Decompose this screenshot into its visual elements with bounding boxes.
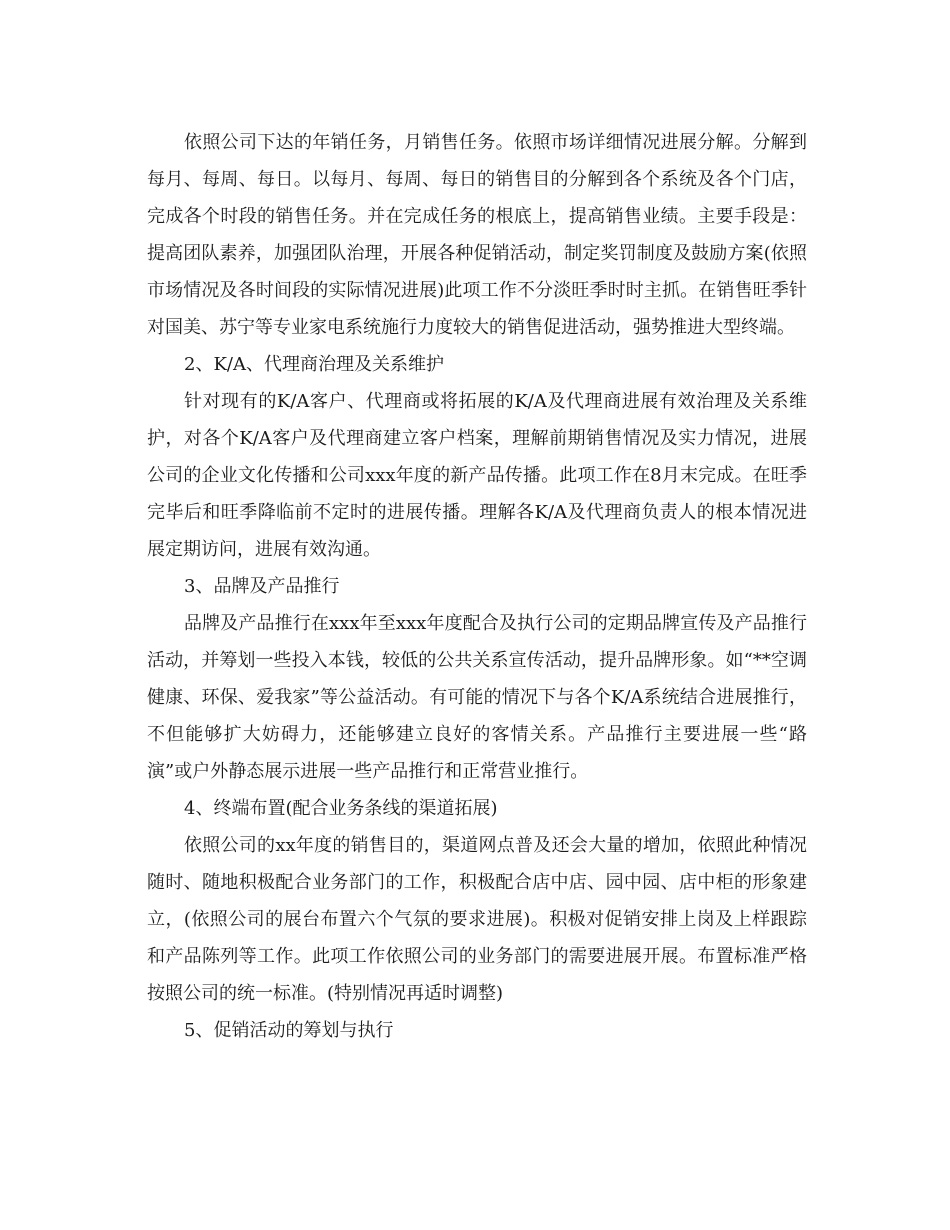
paragraph-sales-tasks: 依照公司下达的年销任务，月销售任务。依照市场详细情况进展分解。分解到每月、每周、每日。以每月、每周、每日的销售目的分解到各个系统及各个门店，完成各个时段的销售任务。并在完成任务的根底上，提高销售业绩。主要手段是：提高团队素养，加强团队治理，开展各种促销活动，制定奖罚制度及鼓励方案(依照市场情况及各时间段的实际情况进展)此项工作不分淡旺季时时主抓。在销售旺季针对国美、苏宁等专业家电系统施行力度较大的销售促进活动，强势推进大型终端。	[147, 132, 807, 338]
paragraph-ka-agents: 针对现有的K/A客户、代理商或将拓展的K/A及代理商进展有效治理及关系维护，对各个K/A客户及代理商建立客户档案，理解前期销售情况及实力情况，进展公司的企业文化传播和公司xxx年度的新产品传播。此项工作在8月末完成。在旺季完毕后和旺季降临前不定时的进展传播。理解各K/A及代理商负责人的根本情况进展定期访问，进展有效沟通。	[147, 391, 807, 560]
document-body	[147, 124, 807, 1049]
section-heading-2: 2、K/A、代理商治理及关系维护	[184, 354, 444, 375]
section-heading-3: 3、品牌及产品推行	[184, 576, 340, 597]
section-heading-4: 4、终端布置(配合业务条线的渠道拓展)	[184, 798, 498, 819]
section-heading-5: 5、促销活动的筹划与执行	[184, 1020, 394, 1041]
paragraph-terminal-layout: 依照公司的xx年度的销售目的，渠道网点普及还会大量的增加，依照此种情况随时、随地积极配合业务部门的工作，积极配合店中店、园中园、店中柜的形象建立，(依照公司的展台布置六个气氛的要求进展)。积极对促销安排上岗及上样跟踪和产品陈列等工作。此项工作依照公司的业务部门的需要进展开展。布置标准严格按照公司的统一标准。(特别情况再适时调整)	[147, 835, 807, 1004]
paragraph-brand-promotion: 品牌及产品推行在xxx年至xxx年度配合及执行公司的定期品牌宣传及产品推行活动，并筹划一些投入本钱，较低的公共关系宣传活动，提升品牌形象。如“**空调健康、环保、爱我家”等公益活动。有可能的情况下与各个K/A系统结合进展推行，不但能够扩大妨碍力，还能够建立良好的客情关系。产品推行主要进展一些“路演”或户外静态展示进展一些产品推行和正常营业推行。	[147, 613, 807, 782]
